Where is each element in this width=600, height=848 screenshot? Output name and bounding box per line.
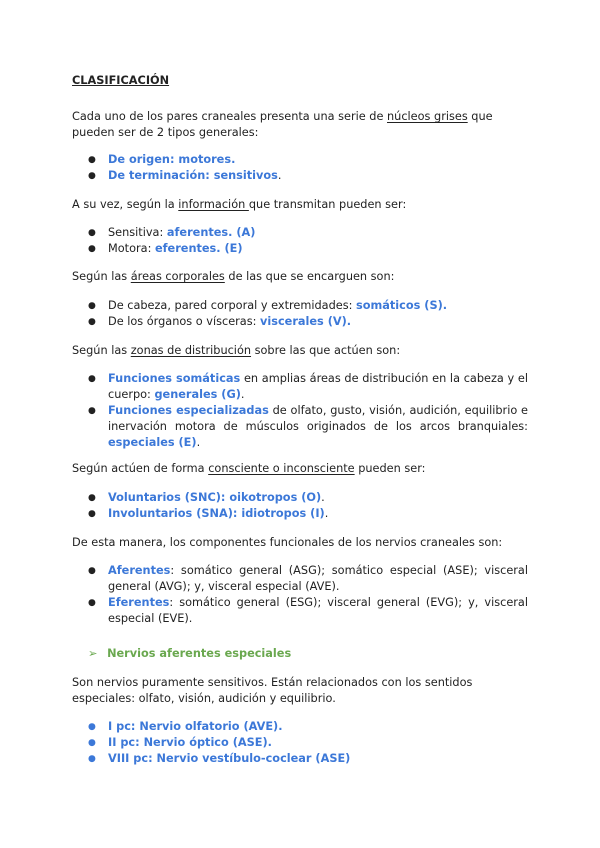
list-item: ● Aferentes: somático general (ASG); somático especial (ASE); visceral general (AVG); y, visceral especial (AVE).: [88, 564, 528, 593]
nervios-list: [72, 719, 528, 767]
list-item: ● Motora: eferentes. (E): [88, 242, 243, 255]
bullet-icon: ●: [88, 171, 96, 181]
bullet-icon: ●: [88, 738, 96, 748]
intro-text: Cada uno de los pares craneales presenta una serie de: [72, 110, 388, 123]
bullet-icon: ●: [88, 374, 96, 384]
arrow-icon: ➢: [88, 647, 98, 660]
bullet-icon: ●: [88, 244, 96, 254]
zonas-list: [72, 371, 528, 451]
bullet-icon: ●: [88, 301, 96, 311]
list-item: ● Funciones especializadas de olfato, gusto, visión, audición, equilibrio e inervación motora de músculos originados de los arcos branquiales: especiales (E).: [88, 404, 528, 449]
bullet-icon: ●: [88, 493, 96, 503]
list-item: ● Sensitiva: aferentes. (A): [88, 226, 256, 239]
areas-paragraph: Según las áreas corporales de las que se encarguen son:: [72, 270, 395, 283]
list-item: ● II pc: Nervio óptico (ASE).: [88, 736, 272, 749]
list-item: ● De los órganos o vísceras: viscerales (V).: [88, 315, 352, 328]
bullet-icon: ●: [88, 754, 96, 764]
componentes-paragraph: De esta manera, los componentes funcionales de los nervios craneales son:: [72, 536, 503, 549]
forma-paragraph: Según actúen de forma consciente o inconsciente pueden ser:: [72, 462, 426, 475]
bullet-icon: ●: [88, 509, 96, 519]
section-title: CLASIFICACIÓN: [72, 74, 170, 87]
list-item: ● De origen: motores.: [88, 153, 236, 166]
intro-text-end: que pueden ser de 2 tipos generales:: [72, 110, 493, 139]
bullet-icon: ●: [88, 722, 96, 732]
intro-paragraph: [72, 109, 528, 141]
sub-paragraph: Son nervios puramente sensitivos. Están relacionados con los sentidos especiales: olfato, visión, audición y equilibrio.: [72, 676, 473, 705]
bullet-icon: ●: [88, 155, 96, 165]
bullet-icon: ●: [88, 598, 96, 608]
list-item: ● VIII pc: Nervio vestíbulo-coclear (ASE): [88, 752, 351, 765]
intro-underlined: núcleos grises: [387, 110, 468, 123]
subheading: Nervios aferentes especiales: [107, 647, 292, 660]
zonas-paragraph: Según las zonas de distribución sobre las que actúen son:: [72, 344, 401, 357]
bullet-icon: ●: [88, 566, 96, 576]
bullet-icon: ●: [88, 406, 96, 416]
bullet-icon: ●: [88, 228, 96, 238]
areas-list: [72, 298, 528, 330]
list-item: ● De cabeza, pared corporal y extremidades: somáticos (S).: [88, 299, 448, 312]
componentes-list: [72, 563, 528, 627]
info-paragraph: A su vez, según la información que transmitan pueden ser:: [72, 198, 407, 211]
list-item: ● I pc: Nervio olfatorio (AVE).: [88, 720, 283, 733]
list-item: ● Eferentes: somático general (ESG); visceral general (EVG); y, visceral especial (EVE).: [88, 596, 528, 625]
list-item: ● De terminación: sensitivos.: [88, 169, 282, 182]
list-item: ● Involuntarios (SNA): idiotropos (I).: [88, 507, 329, 520]
list-item: ● Funciones somáticas en amplias áreas de distribución en la cabeza y el cuerpo: generales (G).: [88, 372, 528, 401]
forma-list: [72, 490, 528, 522]
bullet-icon: ●: [88, 317, 96, 327]
subheading-row: [88, 646, 291, 662]
list-item: ● Voluntarios (SNC): oikotropos (O).: [88, 491, 325, 504]
info-list: [72, 225, 528, 257]
tipos-list: [72, 152, 528, 184]
